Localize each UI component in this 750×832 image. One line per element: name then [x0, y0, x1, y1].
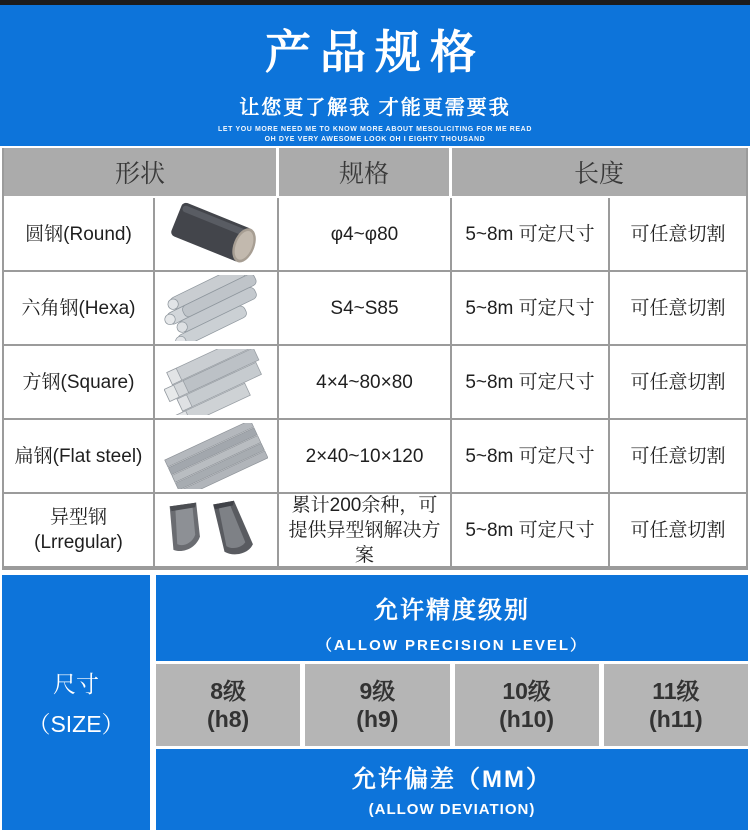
deviation-header	[156, 749, 748, 830]
row-irregular-cut: 可任意切割	[610, 494, 746, 568]
page-title: 产品规格	[265, 26, 485, 78]
row-square-name	[4, 346, 155, 420]
row-flat-cut: 可任意切割	[610, 420, 746, 494]
round-steel-bar-image	[155, 198, 279, 272]
deviation-subtitle: (ALLOW DEVIATION)	[368, 801, 536, 818]
shape-name: 扁钢(Flat steel)	[14, 445, 143, 467]
grade-cell-h9	[305, 664, 449, 746]
size-sidebar	[2, 575, 150, 830]
row-round-length: 5~8m 可定尺寸	[452, 198, 610, 272]
row-hexa-length: 5~8m 可定尺寸	[452, 272, 610, 346]
shape-name: 六角钢(Hexa)	[21, 297, 136, 319]
product-spec-table	[2, 148, 748, 570]
grade-code: (h9)	[356, 706, 399, 732]
hero-tagline	[0, 125, 750, 145]
row-hexa-name	[4, 272, 155, 346]
square-bars-illustration	[164, 349, 268, 415]
flat-steel-plates-image	[155, 420, 279, 494]
grade-level: 9级	[359, 678, 396, 704]
row-hexa-spec: S4~S85	[279, 272, 452, 346]
round-bar-illustration	[164, 201, 268, 267]
row-flat-spec: 2×40~10×120	[279, 420, 452, 494]
row-square-cut: 可任意切割	[610, 346, 746, 420]
grade-level: 11级	[652, 678, 700, 704]
row-flat-name	[4, 420, 155, 494]
row-irregular-spec: 累计200余种，可提供异型钢解决方案	[279, 494, 452, 568]
precision-title: 允许精度级别	[374, 597, 530, 624]
size-section	[0, 575, 750, 830]
column-header-shape: 形状	[4, 148, 279, 198]
grade-level: 10级	[502, 678, 551, 704]
row-irregular-name	[4, 494, 155, 568]
irregular-steel-illustration	[164, 497, 268, 563]
grade-code: (h11)	[649, 706, 703, 732]
row-irregular-length: 5~8m 可定尺寸	[452, 494, 610, 568]
hexagonal-steel-bars-image	[155, 272, 279, 346]
hexa-bars-illustration	[164, 275, 268, 341]
grade-cell-h11	[604, 664, 748, 746]
column-header-length: 长度	[452, 148, 746, 198]
grade-cell-h10	[455, 664, 599, 746]
precision-level-header	[156, 575, 748, 661]
flat-steel-illustration	[164, 423, 268, 489]
precision-grades-row	[156, 664, 748, 746]
hero-tagline-line1: LET YOU MORE NEED ME TO KNOW MORE ABOUT MESOLICITING FOR ME READ	[218, 126, 532, 133]
deviation-title: 允许偏差（MM）	[352, 766, 552, 793]
row-round-spec: φ4~φ80	[279, 198, 452, 272]
size-main-panel	[156, 575, 748, 830]
square-steel-bars-image	[155, 346, 279, 420]
precision-subtitle: （ALLOW PRECISION LEVEL）	[316, 637, 588, 654]
row-square-spec: 4×4~80×80	[279, 346, 452, 420]
size-label-cn: 尺寸	[53, 671, 99, 697]
row-round-name	[4, 198, 155, 272]
row-hexa-cut: 可任意切割	[610, 272, 746, 346]
column-header-spec: 规格	[279, 148, 452, 198]
grade-code: (h8)	[207, 706, 250, 732]
row-round-cut: 可任意切割	[610, 198, 746, 272]
row-square-length: 5~8m 可定尺寸	[452, 346, 610, 420]
shape-name-en: (Lrregular)	[34, 532, 123, 553]
shape-name: 方钢(Square)	[22, 371, 135, 393]
grade-code: (h10)	[499, 706, 555, 732]
shape-name: 圆钢(Round)	[25, 223, 132, 245]
hero-banner	[0, 5, 750, 146]
irregular-steel-profiles-image	[155, 494, 279, 568]
hero-tagline-line2: OH DYE VERY AWESOME LOOK OH I EIGHTY THOUSAND	[264, 136, 486, 143]
hero-subtitle: 让您更了解我 才能更需要我	[239, 97, 511, 119]
row-flat-length: 5~8m 可定尺寸	[452, 420, 610, 494]
size-label-en: （SIZE）	[27, 711, 125, 737]
grade-cell-h8	[156, 664, 300, 746]
shape-name: 异型钢	[49, 507, 107, 528]
grade-level: 8级	[210, 678, 247, 704]
